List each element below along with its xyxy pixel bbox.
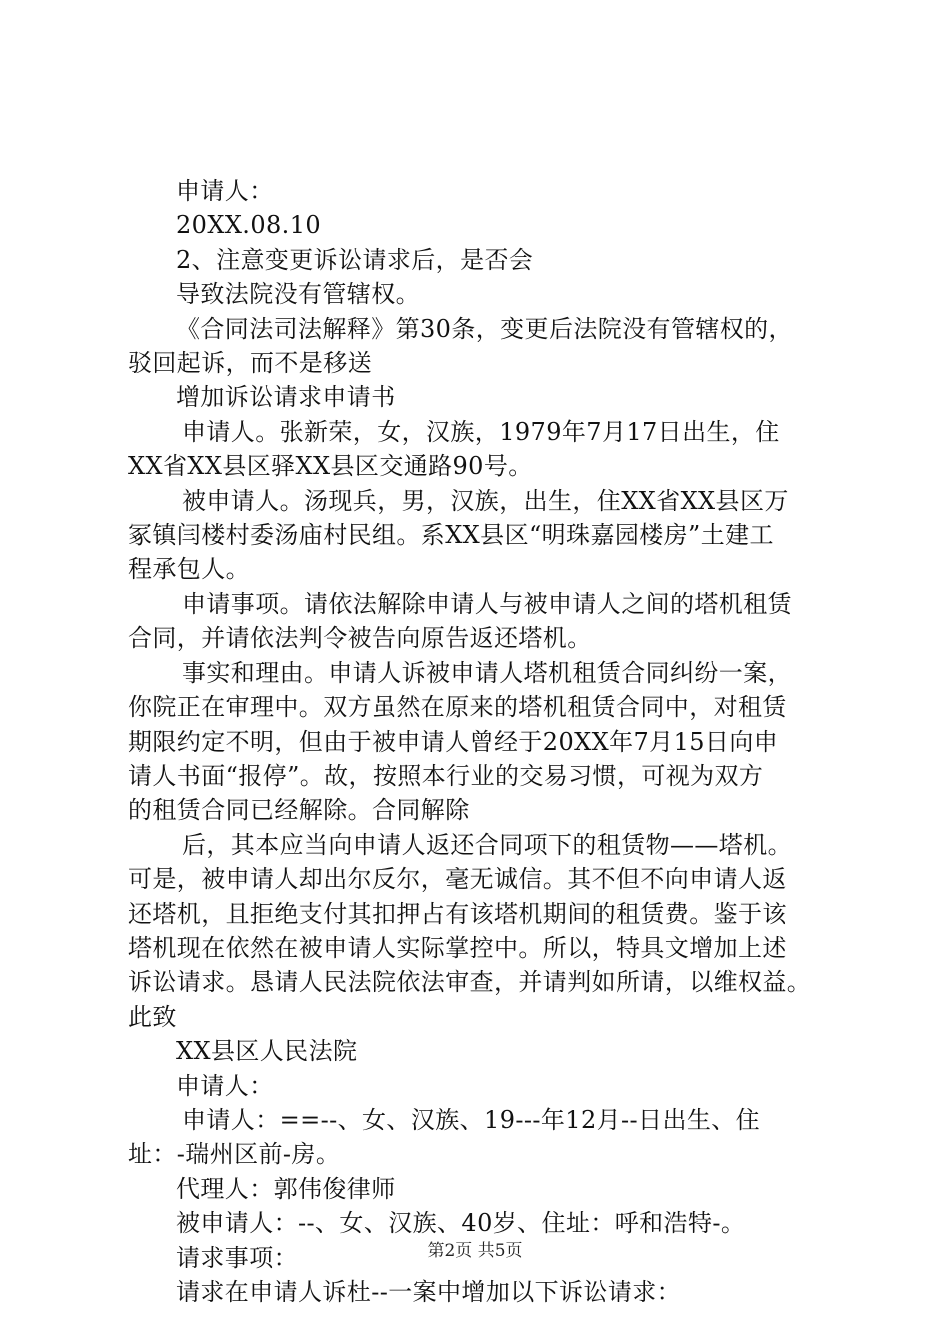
text-line: 请求事项： [176, 1243, 298, 1272]
text-line: 事实和理由。申请人诉被申请人塔机租赁合同纠纷一案， [182, 658, 792, 687]
text-line: XX省XX县区驿XX县区交通路90号。 [128, 452, 533, 481]
text-line: 还塔机，且拒绝支付其扣押占有该塔机期间的租赁费。鉴于该 [128, 899, 787, 928]
text-line: 申请人：==--、女、汉族、19---年12月--日出生、住 [182, 1105, 761, 1134]
text-line: 被申请人：--、女、汉族、40岁、住址：呼和浩特-。 [176, 1209, 746, 1238]
text-line: 申请人。张新荣，女，汉族，1979年7月17日出生，住 [182, 417, 780, 446]
document-body [128, 174, 850, 1309]
text-line: 塔机现在依然在被申请人实际掌控中。所以，特具文增加上述 [128, 933, 787, 962]
text-line: 请人书面“报停”。故，按照本行业的交易习惯，可视为双方 [128, 761, 764, 790]
text-line: 的租赁合同已经解除。合同解除 [128, 796, 470, 825]
text-line: 后，其本应当向申请人返还合同项下的租赁物——塔机。 [182, 830, 792, 859]
text-line: 申请事项。请依法解除申请人与被申请人之间的塔机租赁 [182, 589, 792, 618]
text-line: 申请人： [176, 1071, 274, 1100]
text-line: 《合同法司法解释》第30条，变更后法院没有管辖权的， [176, 314, 793, 343]
text-line: 申请人： [176, 177, 274, 205]
text-line: 导致法院没有管辖权。 [176, 280, 420, 309]
text-line: 期限约定不明，但由于被申请人曾经于20XX年7月15日向申 [128, 727, 779, 756]
text-line: 可是，被申请人却出尔反尔，毫无诚信。其不但不向申请人返 [128, 865, 787, 894]
text-line: 被申请人。汤现兵，男，汉族，出生，住XX省XX县区万 [182, 486, 789, 515]
text-line: 程承包人。 [128, 555, 250, 584]
text-line: 20XX.08.10 [176, 211, 322, 240]
text-line: 驳回起诉，而不是移送 [128, 349, 372, 378]
text-line: 冢镇闫楼村委汤庙村民组。系XX县区“明珠嘉园楼房”土建工 [128, 521, 774, 550]
text-line: 址：-瑞州区前-房。 [128, 1140, 341, 1169]
text-line: 诉讼请求。恳请人民法院依法审查，并请判如所请，以维权益。 [128, 968, 812, 997]
text-line: 请求在申请人诉杜--一案中增加以下诉讼请求： [176, 1278, 682, 1306]
text-line: 代理人：郭伟俊律师 [176, 1174, 396, 1203]
text-line: 此致 [128, 1002, 177, 1031]
text-line: 合同，并请依法判令被告向原告返还塔机。 [128, 624, 592, 653]
text-line: 你院正在审理中。双方虽然在原来的塔机租赁合同中，对租赁 [128, 693, 787, 722]
text-line: 2、注意变更诉讼请求后，是否会 [176, 245, 534, 274]
text-line: XX县区人民法院 [176, 1037, 358, 1066]
page-number-footer: 第2页 共5页 [427, 1241, 523, 1261]
document-heading: 增加诉讼请求申请书 [176, 383, 396, 412]
